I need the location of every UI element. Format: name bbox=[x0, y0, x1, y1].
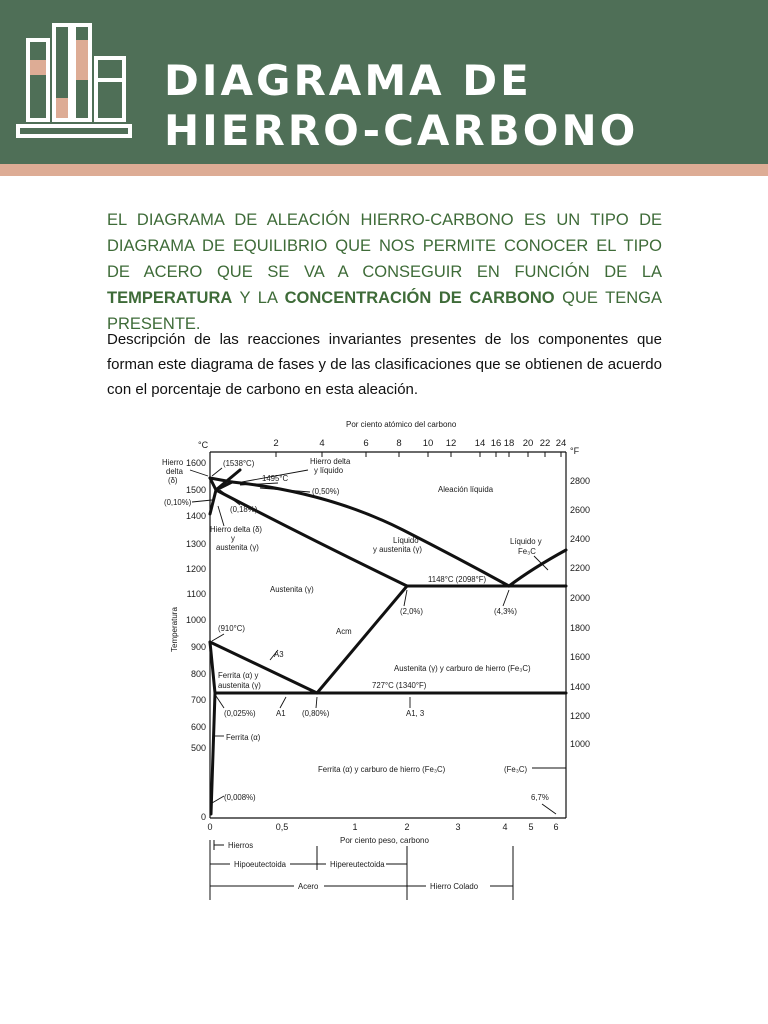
intro-bold-carbon: CONCENTRACIÓN DE CARBONO bbox=[284, 289, 555, 307]
top-tick: 20 bbox=[522, 438, 534, 449]
right-tick: 2800 bbox=[570, 476, 591, 486]
label-43: (4,3%) bbox=[494, 607, 517, 616]
band-hierros: Hierros bbox=[228, 841, 254, 850]
title-line-1: DIAGRAMA DE bbox=[164, 56, 532, 105]
right-tick: 1400 bbox=[570, 682, 591, 692]
label-1148: 1148°C (2098°F) bbox=[428, 575, 487, 584]
label-delta-aust-3: austenita (γ) bbox=[216, 543, 259, 552]
bottom-tick: 1 bbox=[352, 822, 358, 832]
left-tick: 900 bbox=[190, 642, 206, 652]
label-delta-liquido-2: y líquido bbox=[314, 466, 344, 475]
top-tick: 18 bbox=[503, 438, 515, 449]
top-tick: 6 bbox=[363, 438, 369, 449]
bottom-tick: 2 bbox=[404, 822, 410, 832]
y-axis-title: Temperatura bbox=[170, 607, 179, 652]
description-paragraph: Descripción de las reacciones invariantes presentes de los componentes que forman este diagrama de fases y de las clasificaciones que se obtienen de acuerdo con el porcentaje de carbono en esta aleación. bbox=[107, 331, 662, 398]
right-tick: 2000 bbox=[570, 593, 591, 603]
left-tick: 0 bbox=[200, 812, 206, 822]
band-hipoeutectoida: Hipoeutectoida bbox=[234, 860, 287, 869]
iron-carbon-phase-diagram bbox=[158, 410, 604, 900]
label-austenita: Austenita (γ) bbox=[270, 585, 314, 594]
label-ferrita-aust-2: austenita (γ) bbox=[218, 681, 261, 690]
left-tick: 700 bbox=[190, 695, 206, 705]
intro-text-a: EL DIAGRAMA DE ALEACIÓN HIERRO-CARBONO ES UN TIPO DE DIAGRAMA DE EQUILIBRIO QUE NOS PERMITE CONOCER EL TIPO DE ACERO QUE SE VA A CONSEGUIR EN FUNCIÓN DE LA bbox=[107, 211, 662, 281]
right-tick: 1200 bbox=[570, 711, 591, 721]
left-tick: 1200 bbox=[185, 564, 206, 574]
phase-diagram-svg bbox=[158, 410, 604, 900]
left-tick: 1100 bbox=[186, 589, 206, 599]
label-20: (2,0%) bbox=[400, 607, 423, 616]
top-tick: 22 bbox=[539, 438, 551, 449]
label-liquido-aust-1: Líquido bbox=[393, 536, 419, 545]
left-tick: 1000 bbox=[185, 615, 206, 625]
right-tick: 1600 bbox=[570, 652, 591, 662]
label-liquido-fe3c-2: Fe₃C bbox=[518, 547, 536, 556]
bottom-tick: 4 bbox=[502, 822, 508, 832]
top-tick: 4 bbox=[319, 438, 325, 449]
label-delta: delta bbox=[166, 467, 183, 476]
top-tick: 24 bbox=[555, 438, 567, 449]
label-acm: Acm bbox=[336, 627, 352, 636]
right-axis-unit: °F bbox=[570, 446, 580, 456]
label-727: 727°C (1340°F) bbox=[372, 681, 427, 690]
label-delta-sym: (δ) bbox=[168, 476, 178, 485]
label-1538: (1538°C) bbox=[223, 459, 255, 468]
left-tick: 1500 bbox=[185, 485, 206, 495]
label-050: (0,50%) bbox=[312, 487, 340, 496]
top-tick: 12 bbox=[445, 438, 457, 449]
label-fe3c: (Fe₃C) bbox=[504, 765, 528, 774]
right-tick: 1800 bbox=[570, 623, 591, 633]
bottom-tick: 3 bbox=[455, 822, 461, 832]
left-tick: 1300 bbox=[185, 539, 206, 549]
right-tick: 2600 bbox=[570, 505, 591, 515]
left-tick: 1600 bbox=[185, 458, 206, 468]
label-austenita-carburo: Austenita (γ) y carburo de hierro (Fe₃C) bbox=[394, 664, 531, 673]
label-018: (0,18%) bbox=[230, 505, 258, 514]
bottom-tick: 0,5 bbox=[275, 822, 289, 832]
right-tick: 2200 bbox=[570, 563, 591, 573]
left-axis-unit: °C bbox=[198, 440, 209, 450]
label-1495: 1495°C bbox=[262, 474, 289, 483]
label-delta-aust-2: y bbox=[231, 534, 235, 543]
title-line-2: HIERRO-CARBONO bbox=[164, 106, 639, 155]
bottom-tick: 0 bbox=[207, 822, 213, 832]
label-aleacion-liquida: Aleación líquida bbox=[438, 485, 494, 494]
band-acero: Acero bbox=[298, 882, 319, 891]
label-910: (910°C) bbox=[218, 624, 245, 633]
top-tick: 10 bbox=[422, 438, 434, 449]
band-hierro-colado: Hierro Colado bbox=[430, 882, 479, 891]
left-tick: 800 bbox=[190, 669, 206, 679]
top-tick: 16 bbox=[490, 438, 502, 449]
label-010: (0,10%) bbox=[164, 498, 192, 507]
header-banner bbox=[0, 0, 768, 164]
top-tick: 8 bbox=[396, 438, 402, 449]
label-0025: (0,025%) bbox=[224, 709, 256, 718]
label-liquido-aust-2: y austenita (γ) bbox=[373, 545, 422, 554]
label-a13: A1, 3 bbox=[406, 709, 425, 718]
left-tick: 500 bbox=[190, 743, 206, 753]
left-tick: 1400 bbox=[185, 511, 206, 521]
intro-bold-temperature: TEMPERATURA bbox=[107, 289, 233, 307]
label-080: (0,80%) bbox=[302, 709, 330, 718]
bottom-tick: 6 bbox=[553, 822, 559, 832]
label-a1: A1 bbox=[276, 709, 286, 718]
label-delta-liquido-1: Hierro delta bbox=[310, 457, 351, 466]
label-ferrita: Ferrita (α) bbox=[226, 733, 261, 742]
right-tick: 2400 bbox=[570, 534, 591, 544]
top-axis-title: Por ciento atómico del carbono bbox=[346, 420, 457, 429]
label-0008: (0,008%) bbox=[224, 793, 256, 802]
top-tick: 14 bbox=[474, 438, 486, 449]
page-title bbox=[164, 56, 638, 156]
label-liquido-fe3c-1: Líquido y bbox=[510, 537, 542, 546]
header-stripe bbox=[0, 164, 768, 176]
band-hipereutectoida: Hipereutectoida bbox=[330, 860, 385, 869]
bottom-axis-title: Por ciento peso, carbono bbox=[340, 836, 429, 845]
top-tick: 2 bbox=[273, 438, 279, 449]
label-delta-aust-1: Hierro delta (δ) bbox=[210, 525, 263, 534]
label-hierro: Hierro bbox=[162, 458, 184, 467]
label-ferrita-aust-1: Ferrita (α) y bbox=[218, 671, 259, 680]
right-tick: 1000 bbox=[570, 739, 591, 749]
books-on-shelf-icon bbox=[14, 20, 134, 144]
label-a3: A3 bbox=[274, 650, 284, 659]
left-tick: 600 bbox=[190, 722, 206, 732]
intro-text-b: Y LA bbox=[232, 289, 285, 307]
label-ferrita-carburo: Ferrita (α) y carburo de hierro (Fe₃C) bbox=[318, 765, 446, 774]
bottom-tick: 5 bbox=[528, 822, 534, 832]
label-67: 6,7% bbox=[531, 793, 549, 802]
intro-text-c: QUE TENGA PRESENTE. bbox=[107, 289, 663, 333]
intro-paragraph bbox=[107, 207, 662, 337]
